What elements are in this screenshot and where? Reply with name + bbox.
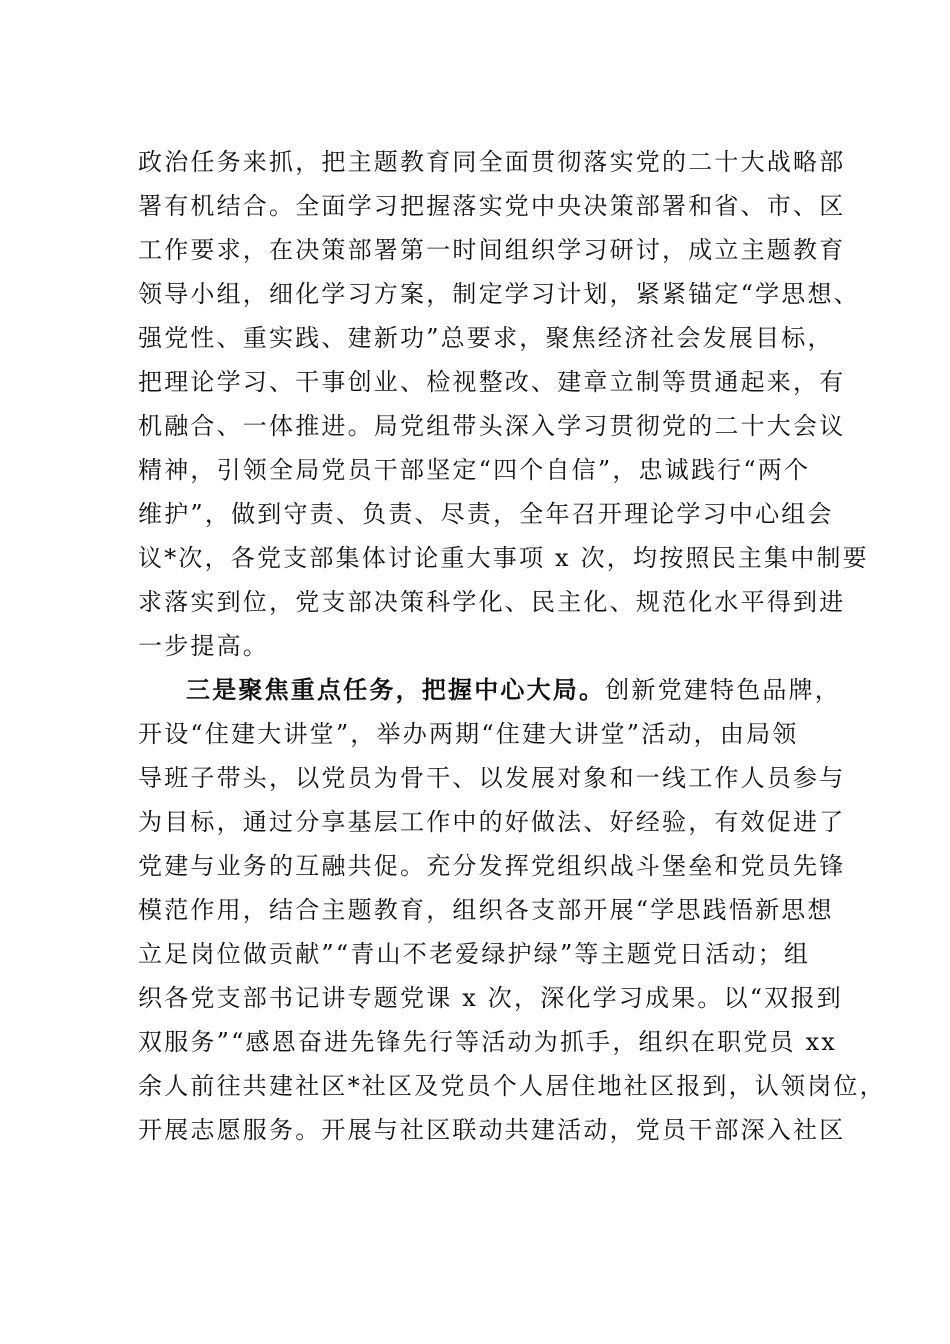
paragraph-line: 织各党支部书记讲专题党课 x 次，深化学习成果。以“双报到 (138, 984, 843, 1012)
paragraph-line: 求落实到位，党支部决策科学化、民主化、规范化水平得到进 (138, 588, 846, 616)
paragraph-line: 维护”，做到守责、负责、尽责，全年召开理论学习中心组会 (138, 500, 834, 528)
paragraph-line: 余人前往共建社区*社区及党员个人居住地社区报到，认领岗位， (138, 1072, 886, 1100)
paragraph-line: 导班子带头，以党员为骨干、以发展对象和一线工作人员参与 (138, 764, 846, 792)
paragraph-line: 党建与业务的互融共促。充分发挥党组织战斗堡垒和党员先锋 (138, 852, 846, 880)
paragraph-line-rest: 创新党建特色品牌， (605, 676, 842, 704)
paragraph-line: 工作要求，在决策部署第一时间组织学习研讨，成立主题教育 (138, 236, 846, 264)
paragraph-line: 开设“住建大讲堂”，举办两期“住建大讲堂”活动，由局领 (138, 720, 799, 748)
paragraph-line: 模范作用，结合主题教育，组织各支部开展“学思践悟新思想 (138, 896, 834, 924)
paragraph-line: 精神，引领全局党员干部坚定“四个自信”，忠诚践行“两个 (138, 456, 811, 484)
paragraph-line: 强党性、重实践、建新功”总要求，聚焦经济社会发展目标， (138, 324, 834, 352)
paragraph-line: 开展志愿服务。开展与社区联动共建活动，党员干部深入社区 (138, 1116, 846, 1144)
paragraph-line: 政治任务来抓，把主题教育同全面贯彻落实党的二十大战略部 (138, 148, 846, 176)
paragraph-line: 议*次，各党支部集体讨论重大事项 x 次，均按照民主集中制要 (138, 544, 869, 572)
paragraph-line: 双服务”“感恩奋进先锋先行等活动为抓手，组织在职党员 xx (138, 1028, 838, 1056)
paragraph-1 (138, 140, 869, 668)
paragraph-2 (138, 668, 886, 1152)
paragraph-line: 署有机结合。全面学习把握落实党中央决策部署和省、市、区 (138, 192, 846, 220)
paragraph-first-line (138, 668, 842, 712)
paragraph-line: 领导小组，细化学习方案，制定学习计划，紧紧锚定“学思想、 (138, 280, 860, 308)
paragraph-line: 一步提高。 (138, 632, 269, 660)
paragraph-line: 把理论学习、干事创业、检视整改、建章立制等贯通起来，有 (138, 368, 846, 396)
document-body (138, 140, 886, 1152)
section-heading: 三是聚焦重点任务，把握中心大局。 (186, 675, 606, 704)
paragraph-line: 为目标，通过分享基层工作中的好做法、好经验，有效促进了 (138, 808, 846, 836)
paragraph-line: 立足岗位做贡献”“青山不老爱绿护绿”等主题党日活动；组 (138, 940, 811, 968)
paragraph-line: 机融合、一体推进。局党组带头深入学习贯彻党的二十大会议 (138, 412, 846, 440)
